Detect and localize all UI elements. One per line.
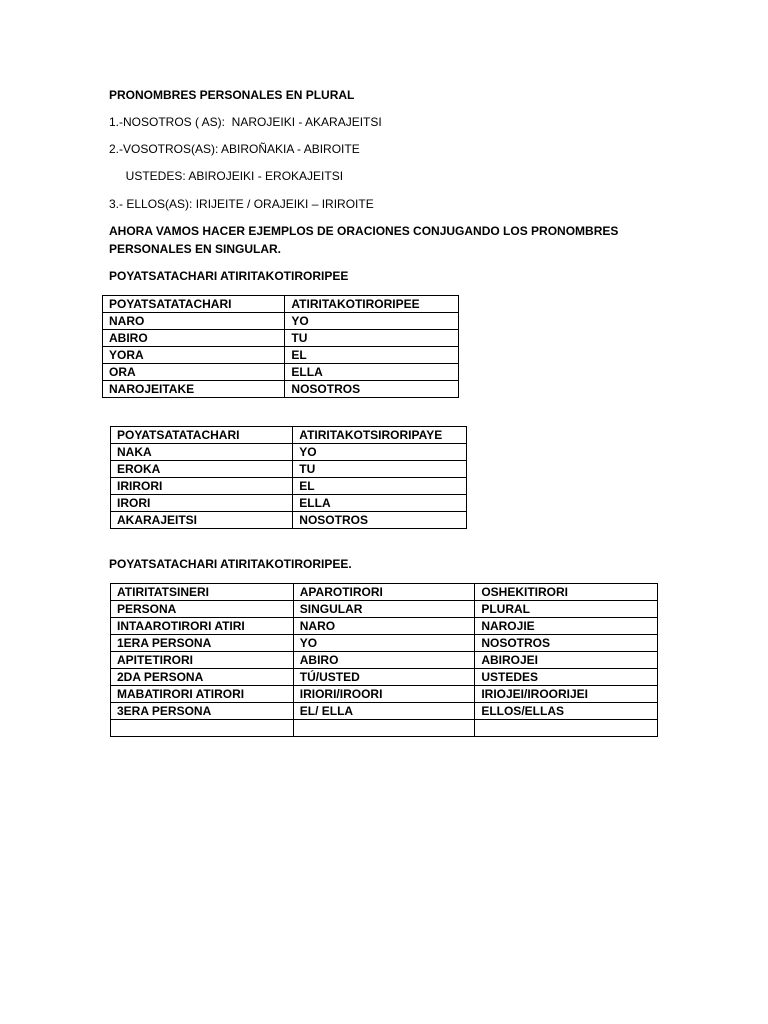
table-cell: EL: [285, 347, 459, 364]
table-cell: IRORI: [111, 495, 293, 512]
table-cell: [293, 720, 475, 737]
instruction-line: PERSONALES EN SINGULAR.: [109, 242, 282, 256]
table-cell: APITETIRORI: [111, 652, 294, 669]
table-row: [103, 381, 459, 398]
table-cell: NAKA: [111, 444, 293, 461]
table-cell: OSHEKITIRORI: [475, 584, 658, 601]
page-heading: PRONOMBRES PERSONALES EN PLURAL: [109, 88, 355, 102]
list-item: 2.-VOSOTROS(AS): ABIROÑAKIA - ABIROITE: [109, 142, 360, 156]
table-cell: YO: [293, 444, 467, 461]
table-cell: ATIRITAKOTIRORIPEE: [285, 296, 459, 313]
pronoun-table-3: [110, 583, 658, 737]
section-title: POYATSATACHARI ATIRITAKOTIRORIPEE: [109, 269, 349, 283]
table-cell: ELLOS/ELLAS: [475, 703, 658, 720]
table-cell: ABIRO: [293, 652, 475, 669]
table-cell: 2DA PERSONA: [111, 669, 294, 686]
instruction-line: AHORA VAMOS HACER EJEMPLOS DE ORACIONES CONJUGANDO LOS PRONOMBRES: [109, 224, 619, 238]
table-cell: POYATSATATACHARI: [111, 427, 293, 444]
table-row: [111, 584, 658, 601]
table-cell: INTAAROTIRORI ATIRI: [111, 618, 294, 635]
table-cell: IRIOJEI/IROORIJEI: [475, 686, 658, 703]
table-row: [103, 330, 459, 347]
table-row: [111, 495, 467, 512]
table-cell: ORA: [103, 364, 285, 381]
table-row: [103, 364, 459, 381]
table-cell: NARO: [103, 313, 285, 330]
table-row: [103, 313, 459, 330]
table-cell: 1ERA PERSONA: [111, 635, 294, 652]
table-cell: 3ERA PERSONA: [111, 703, 294, 720]
table-cell: ABIROJEI: [475, 652, 658, 669]
table-row: [111, 669, 658, 686]
table-cell: IRIORI/IROORI: [293, 686, 475, 703]
table-row: [111, 703, 658, 720]
table-row: [111, 478, 467, 495]
list-item: USTEDES: ABIROJEIKI - EROKAJEITSI: [109, 169, 344, 183]
table-cell: TU: [293, 461, 467, 478]
table-row: [111, 635, 658, 652]
table-cell: NAROJIE: [475, 618, 658, 635]
table-cell: NARO: [293, 618, 475, 635]
table-cell: APAROTIRORI: [293, 584, 475, 601]
table-cell: ABIRO: [103, 330, 285, 347]
table-cell: ATIRITAKOTSIRORIPAYE: [293, 427, 467, 444]
table-cell: PLURAL: [475, 601, 658, 618]
table-cell: NOSOTROS: [475, 635, 658, 652]
table-cell: NOSOTROS: [285, 381, 459, 398]
table-row: [103, 296, 459, 313]
table-cell: TÚ/USTED: [293, 669, 475, 686]
table-cell: EROKA: [111, 461, 293, 478]
section-title: POYATSATACHARI ATIRITAKOTIRORIPEE.: [109, 557, 352, 571]
list-item: 1.-NOSOTROS ( AS): NAROJEIKI - AKARAJEITSI: [109, 115, 382, 129]
table-cell: NAROJEITAKE: [103, 381, 285, 398]
table-row: [111, 618, 658, 635]
table-row: [111, 512, 467, 529]
table-cell: [111, 720, 294, 737]
table-cell: PERSONA: [111, 601, 294, 618]
table-row: [111, 601, 658, 618]
list-item: 3.- ELLOS(AS): IRIJEITE / ORAJEIKI – IRIROITE: [109, 197, 374, 211]
table-cell: YO: [293, 635, 475, 652]
table-cell: ELLA: [293, 495, 467, 512]
table-cell: EL: [293, 478, 467, 495]
table-row: [111, 686, 658, 703]
table-row: [111, 652, 658, 669]
table-cell: [475, 720, 658, 737]
table-cell: AKARAJEITSI: [111, 512, 293, 529]
table-cell: POYATSATATACHARI: [103, 296, 285, 313]
table-row: [111, 444, 467, 461]
table-row: [111, 461, 467, 478]
table-cell: ATIRITATSINERI: [111, 584, 294, 601]
table-cell: MABATIRORI ATIRORI: [111, 686, 294, 703]
table-cell: YO: [285, 313, 459, 330]
table-cell: EL/ ELLA: [293, 703, 475, 720]
table-cell: IRIRORI: [111, 478, 293, 495]
pronoun-table-1: [102, 295, 459, 398]
table-row: [111, 720, 658, 737]
table-cell: YORA: [103, 347, 285, 364]
table-cell: ELLA: [285, 364, 459, 381]
table-row: [111, 427, 467, 444]
table-cell: NOSOTROS: [293, 512, 467, 529]
pronoun-table-2: [110, 426, 467, 529]
table-cell: USTEDES: [475, 669, 658, 686]
table-cell: SINGULAR: [293, 601, 475, 618]
table-cell: TU: [285, 330, 459, 347]
table-row: [103, 347, 459, 364]
